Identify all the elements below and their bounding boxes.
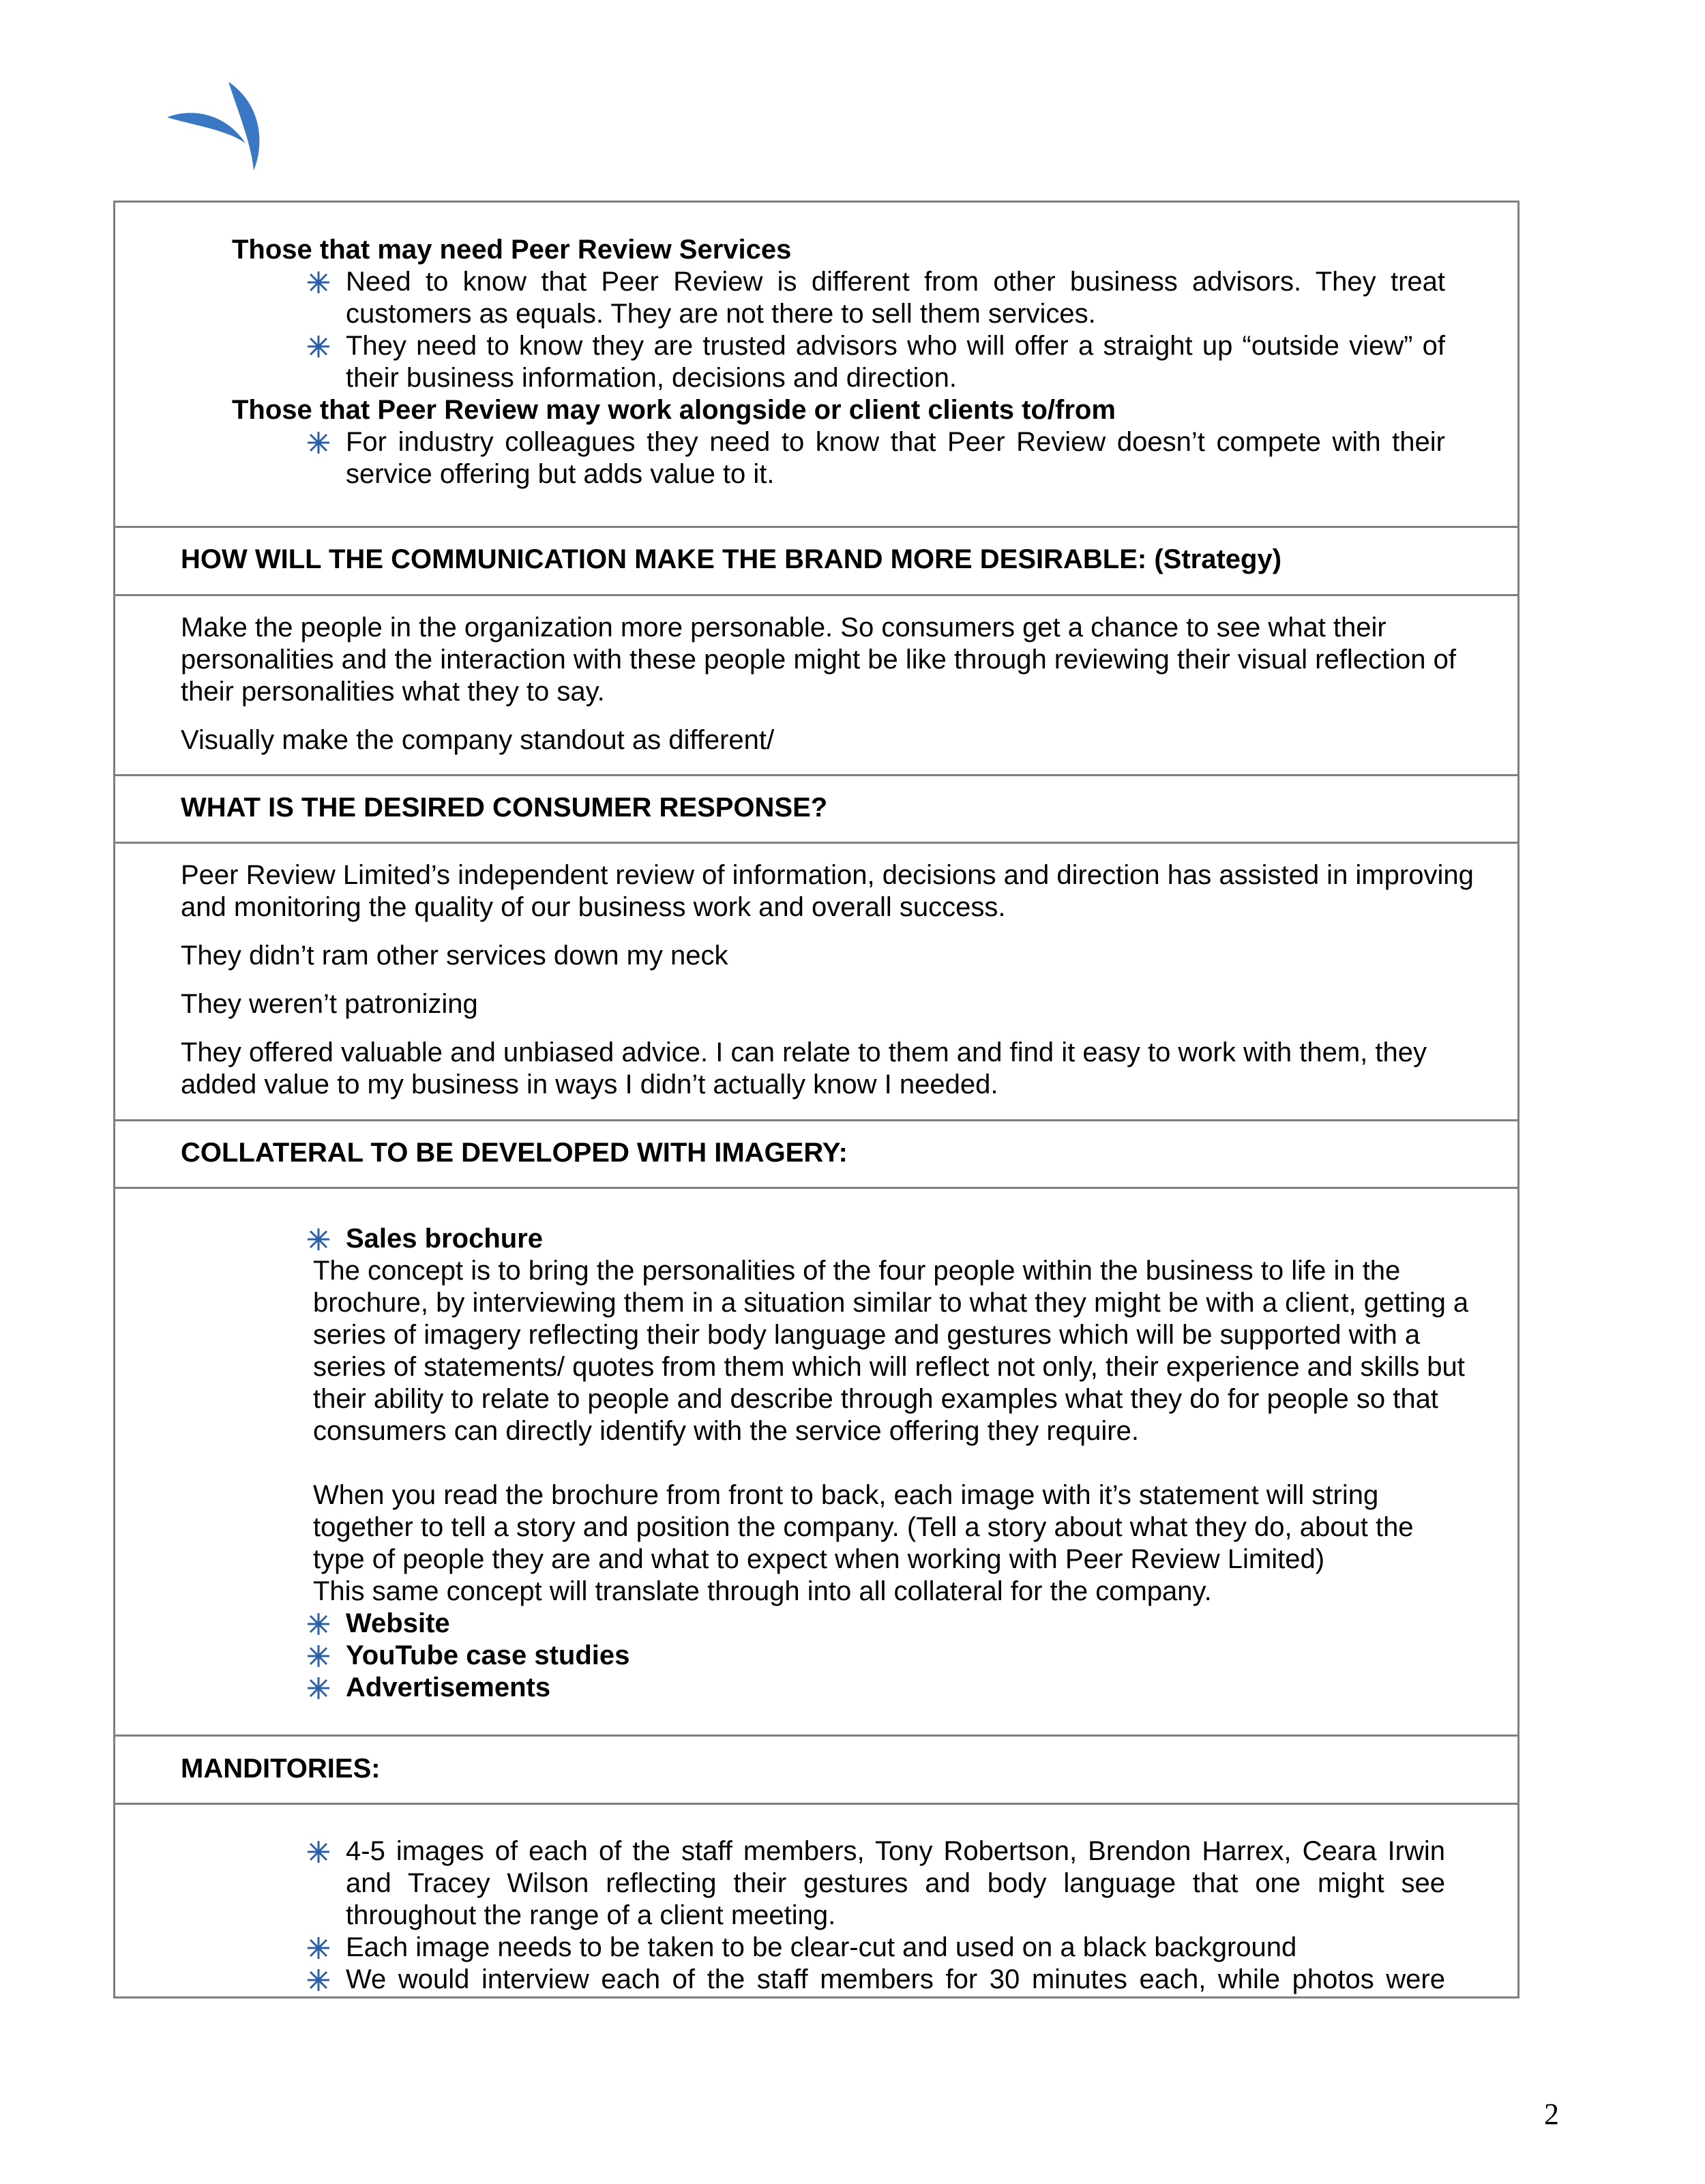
list-item (295, 330, 1445, 394)
row-divider (115, 1187, 1517, 1189)
star-bullet-icon (306, 430, 331, 455)
item-title: Website (346, 1608, 450, 1638)
star-bullet-icon (306, 1676, 331, 1700)
strategy-section (181, 612, 1501, 756)
brochure-description (313, 1255, 1472, 1608)
list-item (295, 1672, 1445, 1704)
item-title: Sales brochure (346, 1224, 544, 1254)
star-bullet-icon (306, 1936, 331, 1960)
row-divider (115, 1803, 1517, 1805)
list-item (295, 426, 1445, 490)
row-divider (115, 842, 1517, 844)
list-item (295, 1223, 1445, 1255)
list-item (295, 1640, 1445, 1672)
row-divider (115, 774, 1517, 776)
item-title: YouTube case studies (346, 1640, 630, 1670)
subheading-work-alongside: Those that Peer Review may work alongside or client clients to/from (232, 395, 1116, 425)
bullet-text: For industry colleagues they need to know that Peer Review doesn’t compete with their service offering but adds value to it. (346, 427, 1445, 489)
manditories-heading: MANDITORIES: (181, 1754, 381, 1784)
strategy-heading: HOW WILL THE COMMUNICATION MAKE THE BRAND MORE DESIRABLE: (Strategy) (181, 544, 1282, 574)
star-bullet-icon (306, 1612, 331, 1636)
manditories-list (295, 1835, 1445, 1996)
star-bullet-icon (306, 270, 331, 295)
bullet-text: Need to know that Peer Review is different from other business advisors. They treat customers as equals. They are not there to sell them services. (346, 267, 1445, 329)
row-divider (115, 594, 1517, 596)
brochure-paragraph: This same concept will translate through into all collateral for the company. (313, 1576, 1212, 1606)
subheading-need-services: Those that may need Peer Review Services (232, 235, 792, 265)
response-paragraph: They offered valuable and unbiased advice. I can relate to them and find it easy to work with them, they added value to my business in ways I didn’t actually know I needed. (181, 1037, 1427, 1100)
response-paragraph: They weren’t patronizing (181, 989, 478, 1019)
collateral-items-list (295, 1608, 1445, 1704)
list-item (295, 1835, 1445, 1932)
star-bullet-icon (306, 1644, 331, 1668)
bullet-text: 4-5 images of each of the staff members, Tony Robertson, Brendon Harrex, Ceara Irwin and Tracey Wilson reflecting their gestures and body language that one might see throughout the range of a client meeting. (346, 1836, 1445, 1930)
response-paragraph: They didn’t ram other services down my neck (181, 941, 728, 971)
response-heading: WHAT IS THE DESIRED CONSUMER RESPONSE? (181, 793, 828, 823)
brief-table (113, 201, 1519, 1998)
response-paragraph: Peer Review Limited’s independent review of information, decisions and direction has assisted in improving and monitoring the quality of our business work and overall success. (181, 860, 1474, 922)
response-section (181, 859, 1501, 1101)
brochure-paragraph: When you read the brochure from front to back, each image with it’s statement will string together to tell a story and position the company. (Tell a story about what they do, about the type of people they are and what to expect when working with Peer Review Limited) (313, 1480, 1414, 1574)
item-title: Advertisements (346, 1672, 551, 1702)
work-alongside-list (295, 426, 1445, 490)
collateral-title-list (295, 1223, 1445, 1255)
brochure-paragraph: The concept is to bring the personalities of the four people within the business to life in the brochure, by interviewing them in a situation similar to what they might be with a client, getting a series of imagery reflecting their body language and gestures which will be supported with a series of statements/ quotes from them which will reflect not only, their experience and skills but their ability to relate to people and describe through examples what they do for people so that consumers can directly identify with the service offering they require. (313, 1256, 1469, 1446)
star-bullet-icon (306, 334, 331, 359)
bullet-text: They need to know they are trusted advisors who will offer a straight up “outside view” of their business information, decisions and direction. (346, 331, 1445, 393)
row-divider (115, 1735, 1517, 1737)
bullet-text: We would interview each of the staff members for 30 minutes each, while photos were (346, 1964, 1445, 1994)
need-services-list (295, 266, 1445, 394)
row-divider (115, 526, 1517, 528)
star-bullet-icon (306, 1968, 331, 1992)
page-number: 2 (1544, 2097, 1559, 2131)
star-bullet-icon (306, 1227, 331, 1252)
list-item (295, 266, 1445, 330)
company-logo (164, 75, 273, 177)
collateral-heading: COLLATERAL TO BE DEVELOPED WITH IMAGERY: (181, 1138, 848, 1168)
strategy-paragraph: Make the people in the organization more personable. So consumers get a chance to see what their personalities and the interaction with these people might be like through reviewing their visual reflection of their personalities what they to say. (181, 613, 1456, 707)
star-bullet-icon (306, 1840, 331, 1864)
bullet-text: Each image needs to be taken to be clear-cut and used on a black background (346, 1932, 1297, 1962)
list-item (295, 1932, 1445, 1964)
list-item (295, 1964, 1445, 1996)
strategy-paragraph: Visually make the company standout as different/ (181, 725, 775, 755)
row-divider (115, 1119, 1517, 1121)
list-item (295, 1608, 1445, 1640)
